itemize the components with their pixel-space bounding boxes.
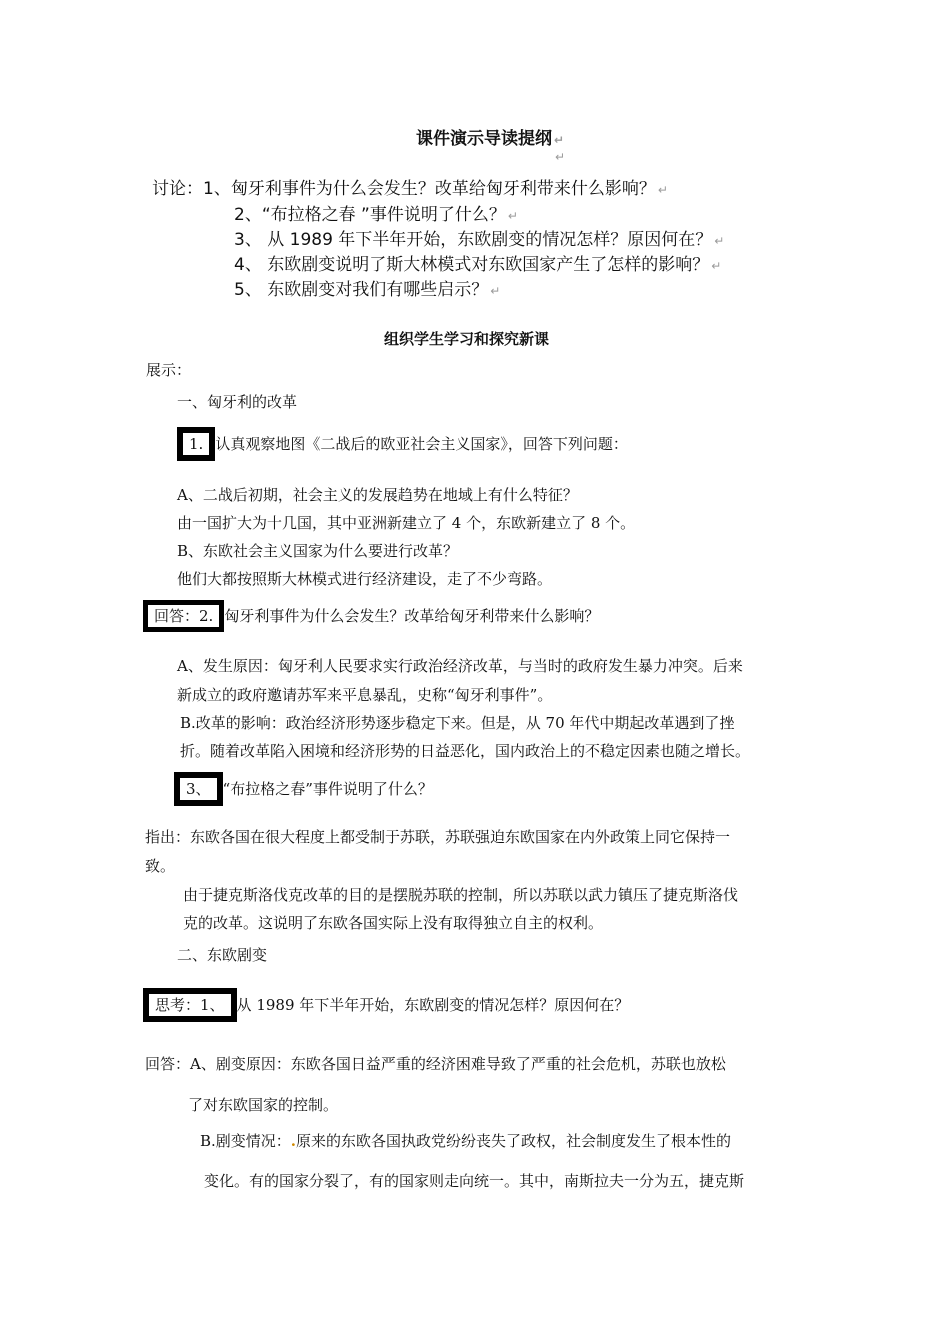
discussion-item-4: 4、 东欧剧变说明了斯大林模式对东欧国家产生了怎样的影响？ ↵: [234, 255, 722, 275]
q1-sub-b: B、东欧社会主义国家为什么要进行改革？: [177, 542, 459, 560]
document-title: 课件演示导读提纲 ↵: [416, 129, 565, 149]
discussion-item-5: 5、 东欧剧变对我们有哪些启示？ ↵: [234, 280, 501, 300]
czech-line1: 由于捷克斯洛伐克改革的目的是摆脱苏联的控制，所以苏联以武力镇压了捷克斯洛伐: [183, 886, 739, 904]
question-number-box: 3、: [174, 772, 223, 806]
q2-answer-a-line2: 新成立的政府邀请苏军来平息暴乱，史称“匈牙利事件”。: [177, 686, 553, 704]
show-label: 展示：: [146, 361, 192, 379]
q2-answer-a-line1: A、发生原因：匈牙利人民要求实行政治经济改革，与当时的政府发生暴力冲突。后来: [177, 657, 743, 675]
change-situation-line1: B.剧变情况：.原来的东欧各国执政党纷纷丧失了政权，社会制度发生了根本性的: [200, 1132, 732, 1150]
question-1: 1. 认真观察地图《二战后的欧亚社会主义国家》，回答下列问题：: [177, 427, 628, 461]
section-title: 组织学生学习和探究新课: [384, 330, 550, 348]
question-3: 3、 “布拉格之春”事件说明了什么？: [174, 772, 433, 806]
part2-heading: 二、东欧剧变: [177, 946, 268, 964]
question-2: 回答：2. 匈牙利事件为什么会发生？改革给匈牙利带来什么影响？: [143, 600, 599, 632]
discussion-item-1: 讨论：1、匈牙利事件为什么会发生？改革给匈牙利带来什么影响？ ↵: [152, 179, 668, 199]
q1-sub-b-answer: 他们大都按照斯大林模式进行经济建设，走了不少弯路。: [177, 570, 553, 588]
think-question: 思考：1、 从 1989 年下半年开始，东欧剧变的情况怎样？原因何在？: [143, 988, 629, 1022]
think-answer-line1: 回答：A、剧变原因：东欧各国日益严重的经济困难导致了严重的社会危机，苏联也放松: [145, 1055, 726, 1073]
part1-heading: 一、匈牙利的改革: [177, 393, 298, 411]
question-number-box: 1.: [177, 427, 215, 461]
point-out-line2: 致。: [145, 857, 176, 875]
czech-line2: 克的改革。这说明了东欧各国实际上没有取得独立自主的权利。: [183, 914, 604, 932]
highlight-dot: .: [290, 1132, 297, 1150]
q1-sub-a: A、二战后初期，社会主义的发展趋势在地域上有什么特征？: [177, 486, 578, 504]
think-answer-line2: 了对东欧国家的控制。: [188, 1096, 339, 1114]
discussion-item-2: 2、“布拉格之春 ”事件说明了什么？ ↵: [234, 205, 518, 225]
paragraph-mark: ↵: [555, 150, 566, 164]
answer-label-box: 回答：2.: [143, 600, 224, 632]
paragraph-mark: ↵: [554, 133, 565, 147]
discussion-item-3: 3、 从 1989 年下半年开始，东欧剧变的情况怎样？原因何在？ ↵: [234, 230, 725, 250]
think-label-box: 思考：1、: [143, 988, 237, 1022]
change-situation-line2: 变化。有的国家分裂了，有的国家则走向统一。其中，南斯拉夫一分为五，捷克斯: [204, 1172, 745, 1190]
q2-answer-b-line1: B.改革的影响：政治经济形势逐步稳定下来。但是，从 70 年代中期起改革遇到了挫: [180, 714, 735, 732]
q1-sub-a-answer: 由一国扩大为十几国，其中亚洲新建立了 4 个，东欧新建立了 8 个。: [177, 514, 636, 532]
discussion-label: 讨论：: [152, 179, 203, 199]
q2-answer-b-line2: 折。随着改革陷入困境和经济形势的日益恶化，国内政治上的不稳定因素也随之增长。: [180, 742, 751, 760]
point-out-line1: 指出：东欧各国在很大程度上都受制于苏联，苏联强迫东欧国家在内外政策上同它保持一: [145, 828, 731, 846]
